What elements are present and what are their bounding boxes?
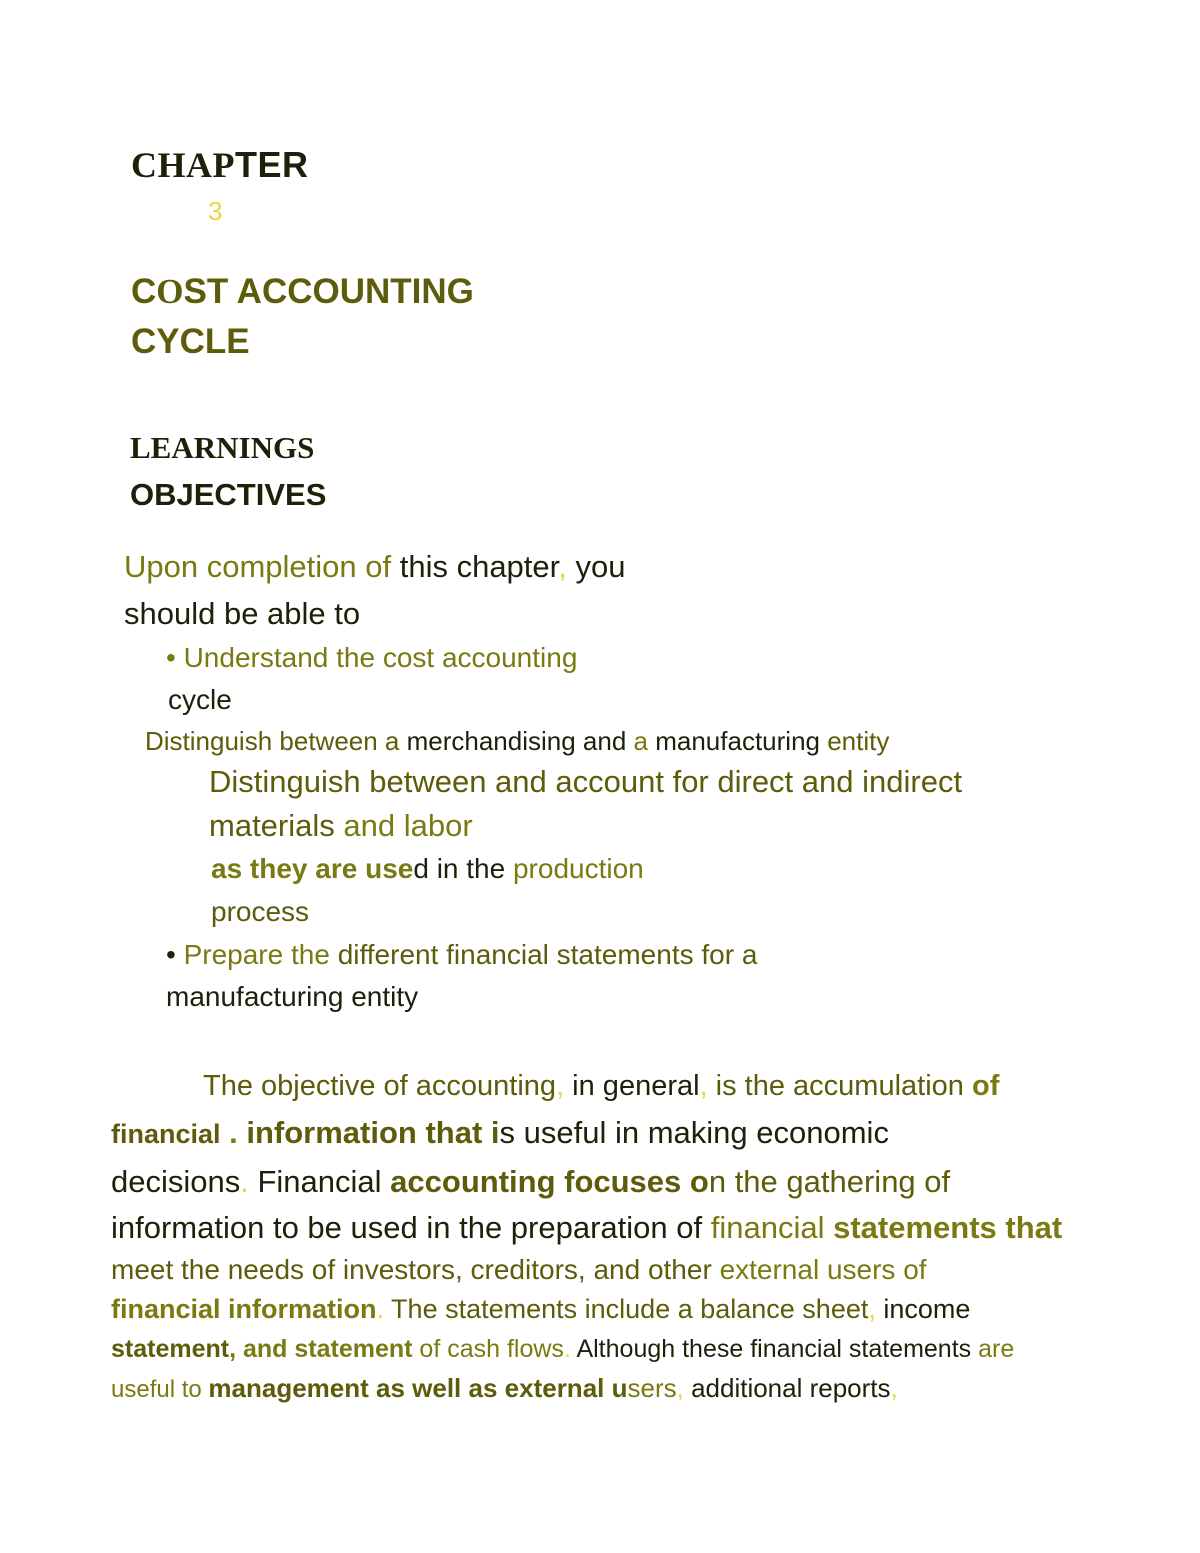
paragraph-part: . [563, 1335, 571, 1363]
paragraph-part: meet the needs of investors, creditors, and other [111, 1254, 720, 1285]
intro-part: Upon completion of [124, 549, 400, 584]
paragraph-part: additional reports [683, 1373, 891, 1403]
paragraph-part: . [240, 1164, 249, 1199]
paragraph-part: . [220, 1115, 247, 1150]
chapter-title-line1 [131, 272, 474, 312]
paragraph-part: The objective of accounting [203, 1070, 557, 1102]
paragraph-part: in general [564, 1070, 700, 1102]
objective-3-line3 [211, 853, 644, 885]
paragraph-part: useful to [111, 1376, 209, 1403]
objective-3-part: and labor [334, 808, 473, 843]
paragraph-part: sers [627, 1373, 677, 1403]
objective-4-line2: manufacturing entity [166, 981, 419, 1012]
title-part: C [131, 272, 157, 311]
objective-2-part: entity [827, 726, 890, 756]
chapter-title-line2: CYCLE [131, 322, 250, 361]
paragraph-part: , and statement [229, 1335, 420, 1363]
paragraph-part: accounting focuses o [390, 1164, 709, 1199]
paragraph-part: income [875, 1294, 971, 1324]
objective-3-line2 [209, 808, 473, 844]
objective-3-line4: process [211, 896, 310, 927]
objective-3-part: as they are use [211, 853, 414, 884]
paragraph-line-3 [111, 1164, 950, 1200]
objectives-heading-line2: OBJECTIVES [130, 477, 327, 512]
paragraph-part: of [971, 1070, 1000, 1102]
paragraph-part: is the accumulation [707, 1070, 972, 1102]
objective-4-line1 [166, 939, 757, 971]
paragraph-part: The statements include a balance sheet [384, 1294, 869, 1324]
paragraph-part: , [676, 1373, 684, 1403]
objective-1-line1: • Understand the cost accounting [166, 642, 578, 673]
paragraph-part: Although these financial statements [570, 1335, 979, 1363]
objective-3-part: materials [209, 808, 335, 843]
objective-2-part: a [633, 726, 648, 756]
paragraph-line-5 [111, 1254, 927, 1286]
paragraph-part: , [890, 1373, 898, 1403]
title-part: ST ACCOUNTING [183, 272, 474, 311]
objective-2-part: merchandising and [399, 726, 634, 756]
paragraph-part: . [376, 1294, 385, 1324]
objective-3-part: d in the [413, 853, 513, 884]
chapter-label [131, 144, 309, 186]
intro-part: , [558, 549, 567, 584]
paragraph-part: , [699, 1070, 708, 1102]
paragraph-part: financial [111, 1119, 221, 1149]
paragraph-line-6 [111, 1294, 970, 1325]
intro-line2: should be able to [124, 596, 361, 631]
objectives-heading-line1: LEARNINGS [130, 430, 315, 465]
objective-1-line2: cycle [168, 684, 232, 715]
paragraph-part: financial [710, 1210, 834, 1245]
objective-4-part: Prepare the [183, 939, 330, 970]
paragraph-line-4 [111, 1210, 1062, 1246]
paragraph-part: decisions [111, 1164, 241, 1199]
objective-4-part: different financial statements for a [329, 939, 758, 970]
objective-4-part: • [166, 939, 184, 970]
paragraph-part: statements that [833, 1210, 1063, 1245]
chapter-label-part: CHAP [131, 145, 235, 185]
paragraph-line-1 [203, 1070, 999, 1103]
paragraph-line-8 [111, 1373, 898, 1404]
objective-2 [145, 726, 889, 757]
paragraph-part: information to be used in the preparation of [111, 1210, 711, 1245]
objective-3-line1: Distinguish between and account for direct and indirect [209, 764, 963, 799]
chapter-label-part: TER [235, 144, 309, 185]
paragraph-part: , [868, 1294, 876, 1324]
title-part: O [156, 272, 184, 311]
paragraph-part: Financial [248, 1164, 391, 1199]
chapter-number: 3 [208, 196, 223, 226]
paragraph-part: statement [111, 1335, 230, 1363]
objective-2-part: manufacturing [648, 726, 828, 756]
paragraph-part: external users of [719, 1254, 927, 1285]
paragraph-part: of cash flows [419, 1335, 564, 1363]
paragraph-part: s useful in making economic [499, 1115, 889, 1150]
paragraph-part: , [556, 1070, 565, 1102]
objective-2-part: Distinguish between a [145, 726, 400, 756]
paragraph-part: n the gathering of [708, 1164, 951, 1199]
paragraph-line-2 [111, 1115, 889, 1151]
intro-part: you [566, 549, 626, 584]
paragraph-part: information that i [246, 1115, 500, 1150]
paragraph-part: are [978, 1335, 1015, 1363]
intro-part: this chapter [399, 549, 559, 584]
paragraph-part: financial information [111, 1294, 377, 1324]
intro-line1 [124, 549, 626, 585]
paragraph-part: management as well as external u [208, 1373, 628, 1403]
objective-3-part: production [512, 853, 644, 884]
paragraph-line-7 [111, 1335, 1014, 1364]
